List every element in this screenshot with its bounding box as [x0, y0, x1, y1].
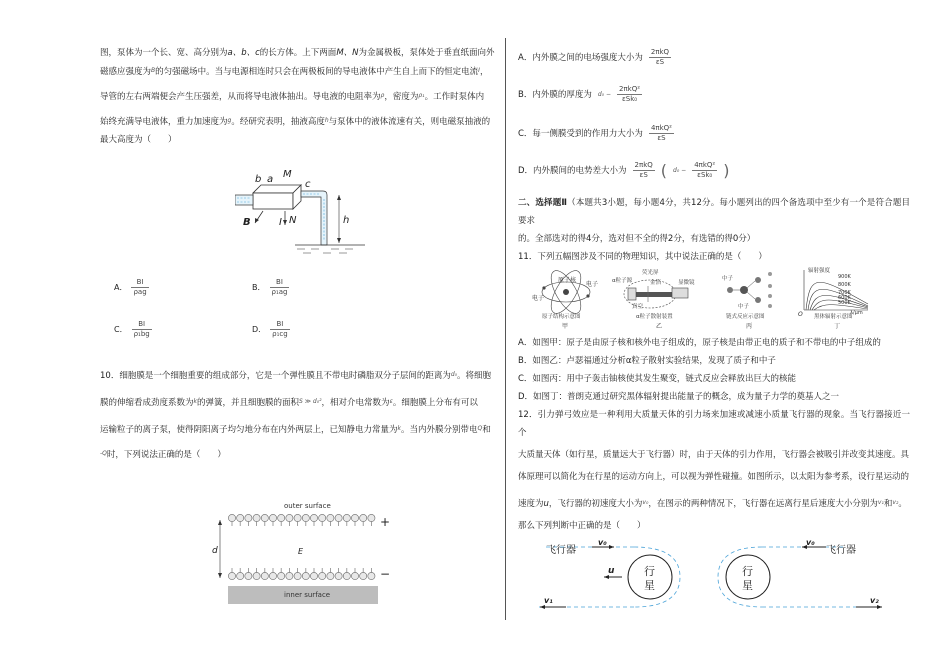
lipid-head: [368, 572, 375, 579]
membrane-outer-label: outer surface: [284, 502, 331, 510]
fig9-label-M: M: [283, 169, 292, 180]
fig11-ding-t5: 500K: [838, 300, 851, 306]
q9-options-row1: [114, 278, 342, 297]
q11-option-c[interactable]: C．如图丙：用中子轰击铀核使其发生聚变，链式反应会释放出巨大的核能: [518, 374, 796, 384]
lipid-head: [368, 514, 375, 521]
q9-option-d[interactable]: D． $\frac{BI}{\text{ρ₁cg}}$: [252, 320, 288, 338]
fig11-ding-o: O: [798, 311, 803, 318]
fig11-jia-e2: 电子: [586, 281, 599, 288]
q12-line2: 大质量天体（如行星，质量远大于飞行器）时，由于天体的引力作用，飞行器会被吸引并改变其速度。具: [518, 450, 910, 460]
q11-option-b[interactable]: B．如图乙：卢瑟福通过分析α粒子散射实验结果，发现了质子和中子: [518, 356, 776, 366]
q10-line1: 10．细胞膜是一个细胞重要的组成部分，它是一个弹性膜且不带电时磷脂双分子层间的距离为$^{d_0}$。将细胞: [100, 371, 492, 381]
lipid-head: [360, 572, 367, 579]
section2-header: 二、选择题Ⅱ（本题共3小题，每小题4分，共12分。每小题列出的四个备选项中至少有一个是符合题目要求: [518, 198, 910, 226]
q12-line3: 体原理可以简化为在行星的运动方向上，可以视为弹性碰撞。如图所示，以太阳为参考系，设行星运动的: [518, 472, 910, 482]
fig9-label-c: c: [305, 179, 311, 190]
lipid-head: [278, 514, 285, 521]
lipid-head: [253, 514, 260, 521]
lipid-head: [335, 514, 342, 521]
fig9-label-h: h: [343, 215, 350, 226]
fig11-bing-n: 中子: [722, 276, 734, 282]
lipid-head: [294, 572, 301, 579]
lipid-head: [302, 572, 309, 579]
membrane-minus-sign: −: [380, 567, 391, 581]
fig11-ding-caption: 黑体辐射示意图: [814, 314, 853, 320]
lipid-head: [327, 572, 334, 579]
q11-option-a[interactable]: A．如图甲：原子是由原子核和核外电子组成的，原子核是由带正电的质子和不带电的中子组成的: [518, 338, 881, 348]
membrane-d-label: d: [212, 546, 218, 556]
q9-stem-line1: 图，泵体为一个长、宽、高分别为a、b、c的长方体。上下两面M、N为金属极板，泵体处于垂直纸面向外: [100, 48, 495, 58]
lipid-head: [278, 572, 285, 579]
q9-option-b-formula: $\frac{BI}{\text{ρ₁ag}}$: [271, 278, 288, 296]
lipid-head: [360, 514, 367, 521]
lipid-head: [228, 514, 235, 521]
lipid-head: [245, 572, 252, 579]
inner-lipid-layer: [228, 568, 375, 580]
lipid-head: [319, 514, 326, 521]
q11-option-d[interactable]: D．如图丁：普朗克通过研究黑体辐射提出能量子的概念，成为量子力学的奠基人之一: [518, 392, 840, 402]
slingshot-v1: v₁: [544, 596, 553, 605]
lipid-head: [335, 572, 342, 579]
q9-option-c-formula: $\frac{BI}{\text{ρ₁bg}}$: [133, 320, 150, 338]
fig11-yi-s3: 金箔: [650, 280, 662, 286]
left-column: [100, 40, 495, 599]
outer-lipid-layer: [228, 514, 375, 526]
q11-figures: [532, 266, 872, 332]
lipid-head: [286, 514, 293, 521]
lipid-head: [294, 514, 301, 521]
fig11-yi-s1: 荧光屏: [642, 270, 659, 276]
slingshot-figure: [526, 537, 896, 619]
pump-figure: [235, 165, 385, 260]
membrane-E-label: E: [298, 547, 304, 556]
fig9-label-a: a: [267, 174, 274, 185]
fig11-yi-s5: 真空: [632, 304, 644, 310]
q9-stem-line5: 最大高度为（ ）: [100, 135, 177, 145]
membrane-plus-sign: +: [380, 515, 391, 529]
fig11-yi-s2: α粒子源: [612, 278, 633, 284]
slingshot-craft1: 飞行器: [546, 545, 576, 556]
fig11-bing: 丙: [746, 323, 753, 330]
q10-option-d-formula2: $\frac{\text{4πkQ²}}{\text{εSk₀}}$: [694, 161, 716, 179]
lipid-head: [343, 514, 350, 521]
q10-line4: $^{-Q}$时，下列说法正确的是（ ）: [100, 450, 226, 460]
lipid-head: [237, 572, 244, 579]
q9-stem-line3: 导管的左右两端便会产生压强差，从而将导电液体抽出。导电液的电阻率为$^\rho$，密度为$^{\rho_1}$。工作时泵体内: [100, 92, 485, 102]
fig11-jia-caption: 原子结构示意图: [542, 314, 581, 320]
lipid-head: [253, 572, 260, 579]
q10-option-b-formula: $\frac{\text{2πkQ²}}{\text{εSk₀}}$: [619, 85, 641, 103]
fig11-ding-t2: 800K: [838, 282, 851, 288]
section2-header-line2: 的。全部选对的得4分，选对但不全的得2分，有选错的得0分）: [518, 234, 756, 244]
fig11-bing-caption: 链式反应示意图: [726, 314, 765, 320]
lipid-head: [261, 572, 268, 579]
lipid-head: [302, 514, 309, 521]
q10-option-a[interactable]: A．内外膜之间的电场强度大小为 $\frac{\text{2πkQ}}{\varepsilon S}$: [518, 48, 670, 66]
slingshot-v0a: v₀: [598, 538, 607, 547]
fig9-label-N: N: [289, 215, 297, 226]
q9-option-d-formula: $\frac{BI}{\text{ρ₁cg}}$: [272, 320, 288, 338]
q9-options-row2: [114, 320, 342, 339]
lipid-head: [351, 514, 358, 521]
lipid-head: [269, 572, 276, 579]
lipid-head: [245, 514, 252, 521]
fig9-label-B: B: [243, 217, 251, 228]
q10-option-c-formula: $\frac{\text{4πkQ²}}{\varepsilon S}$: [650, 124, 672, 142]
fig9-label-b: b: [255, 174, 262, 185]
column-divider: [505, 38, 506, 620]
q12-line5: 那么下列判断中正确的是（ ）: [518, 521, 646, 531]
q12-line4: 速度为u，飞行器的初速度大小为$^{v_0}$，在图示的两种情况下，飞行器在远离行星后速度大小分别为$^{v_1}$和$^{v_2}$。: [518, 499, 907, 509]
q10-option-a-formula: $\frac{\text{2πkQ}}{\varepsilon S}$: [650, 48, 670, 66]
slingshot-craft2: 飞行器: [826, 545, 856, 556]
lipid-head: [351, 572, 358, 579]
fig11-ding-y: 辐射强度: [808, 268, 831, 274]
fig11-yi-s4: 显微镜: [678, 280, 695, 286]
right-column: [518, 40, 910, 619]
lipid-head: [269, 514, 276, 521]
q11-stem: 11．下列五幅图涉及不同的物理知识，其中说法正确的是（ ）: [518, 252, 767, 262]
q10-option-d[interactable]: D．内外膜间的电势差大小为 $\frac{\text{2πkQ}}{\varepsilon S}$ ( d₀ − $\frac{\text{4πkQ²}}{\text{εSk₀}}$ ): [518, 160, 730, 180]
q10-line2: 膜的伸缩看成劲度系数为$^k$的弹簧，并且细胞膜的面积$^{S ≫ d_0^2}$，相对介电常数为$^\varepsilon$。细胞膜上分布有可以: [100, 398, 478, 408]
slingshot-v2: v₂: [870, 596, 879, 605]
lipid-head: [237, 514, 244, 521]
fig11-jia: 甲: [562, 323, 569, 330]
fig11-jia-nuc: 原子核: [558, 277, 577, 284]
q9-option-a[interactable]: A． $\frac{BI}{\text{ρag}}$: [114, 278, 147, 296]
fig11-ding-x: λ/μm: [850, 310, 863, 316]
lipid-head: [261, 514, 268, 521]
fig11-ding-t4: 600K: [838, 295, 851, 301]
q10-line3: 运输粒子的离子泵，使得阴阳离子均匀地分布在内外两层上，已知静电力常量为$^k$。当内外膜分别带电$^Q$和: [100, 425, 491, 435]
fig9-label-I: I: [279, 217, 282, 228]
lipid-head: [310, 572, 317, 579]
lipid-head: [286, 572, 293, 579]
q10-option-c[interactable]: C．每一侧膜受到的作用力大小为 $\frac{\text{4πkQ²}}{\varepsilon S}$: [518, 124, 672, 142]
fig11-jia-e1: 电子: [532, 295, 545, 302]
membrane-inner-label: inner surface: [284, 591, 331, 599]
lipid-head: [343, 572, 350, 579]
lipid-head: [228, 572, 235, 579]
q9-option-b[interactable]: B． $\frac{BI}{\text{ρ₁ag}}$: [252, 278, 288, 296]
fig11-yi-caption: α粒子散射装置: [636, 314, 673, 320]
slingshot-planet2b: 星: [742, 579, 753, 592]
slingshot-planet1a: 行: [644, 565, 655, 578]
q12-line1: 12．引力弹弓效应是一种利用大质量天体的引力场来加速或减速小质量飞行器的现象。当飞行器接近一个: [518, 410, 910, 438]
lipid-head: [327, 514, 334, 521]
fig11-bing-n2: 中子: [738, 304, 750, 310]
slingshot-planet1b: 星: [644, 579, 655, 592]
fig11-ding-t3: 700K: [838, 290, 851, 296]
q9-stem-line2: 磁感应强度为$^B$的匀强磁场中。当与电源相连时只会在两极板间的导电液体中产生自上而下的恒定电流$^I$，: [100, 67, 489, 77]
cell-membrane-figure: [212, 498, 392, 608]
slingshot-planet2a: 行: [742, 565, 753, 578]
fig11-yi: 乙: [656, 323, 663, 330]
lipid-head: [310, 514, 317, 521]
lipid-head: [319, 572, 326, 579]
slingshot-u: u: [608, 566, 615, 576]
q9-stem-line4: 始终充满导电液体，重力加速度为$^g$。经研究表明，抽液高度$^h$与泵体中的液体流速有关，则电磁泵抽液的: [100, 117, 491, 127]
fig11-ding-t1: 900K: [838, 274, 851, 280]
q9-option-a-formula: $\frac{BI}{\text{ρag}}$: [133, 278, 147, 296]
q10-option-b[interactable]: B．内外膜的厚度为 d₀ − $\frac{\text{2πkQ²}}{\text{εSk₀}}$: [518, 85, 641, 103]
q10-stem: [100, 366, 495, 464]
q9-option-c[interactable]: C． $\frac{BI}{\text{ρ₁bg}}$: [114, 320, 150, 338]
fig11-ding: 丁: [834, 323, 841, 330]
slingshot-v0b: v₀: [806, 538, 815, 547]
q10-option-d-formula1: $\frac{\text{2πkQ}}{\varepsilon S}$: [634, 161, 653, 179]
